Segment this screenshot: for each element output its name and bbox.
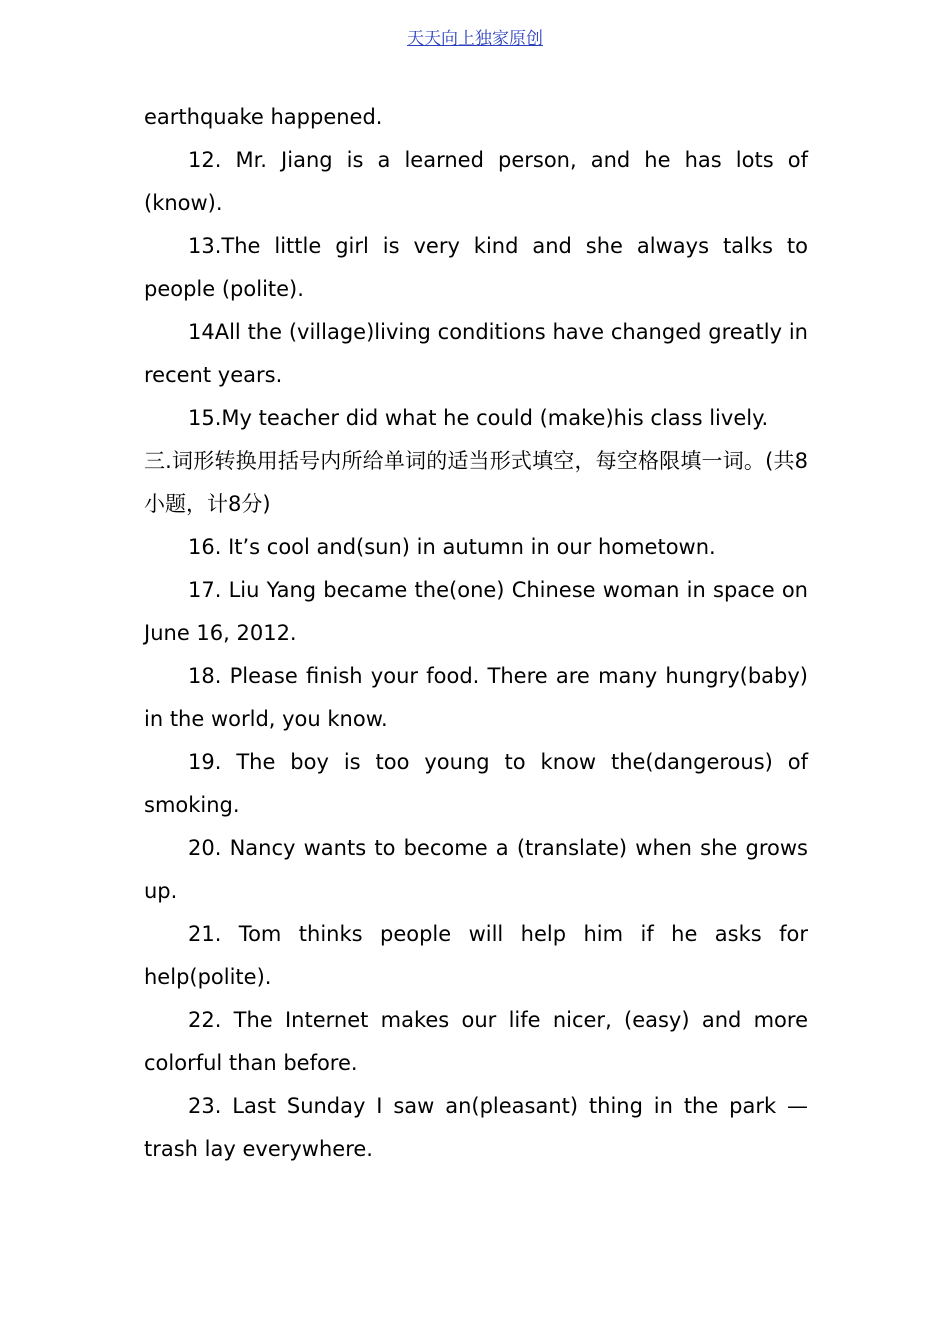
question-14: 14All the (village)living conditions have changed greatly in recent years. [144,320,808,387]
question-15: 15.My teacher did what he could (make)his class lively. [188,406,769,430]
text-line: earthquake happened. [144,105,383,129]
page-header-link[interactable]: 天天向上独家原创 [407,29,543,49]
question-21: 21. Tom thinks people will help him if he asks for help(polite). [144,922,808,989]
question-16: 16. It’s cool and(sun) in autumn in our hometown. [188,535,716,559]
section-heading: 三.词形转换用括号内所给单词的适当形式填空，每空格限填一词。(共8小题，计8分) [144,449,808,516]
question-19: 19. The boy is too young to know the(dangerous) of smoking. [144,750,808,817]
question-20: 20. Nancy wants to become a (translate) when she grows up. [144,836,808,903]
question-13: 13.The little girl is very kind and she always talks to people (polite). [144,234,808,301]
question-23: 23. Last Sunday I saw an(pleasant) thing in the park — trash lay everywhere. [144,1094,808,1161]
document-body [144,96,808,1171]
question-17: 17. Liu Yang became the(one) Chinese woman in space on June 16, 2012. [144,578,808,645]
question-22: 22. The Internet makes our life nicer, (easy) and more colorful than before. [144,1008,808,1075]
question-18: 18. Please finish your food. There are many hungry(baby) in the world, you know. [144,664,808,731]
question-12: 12. Mr. Jiang is a learned person, and he has lots of (know). [144,148,808,215]
